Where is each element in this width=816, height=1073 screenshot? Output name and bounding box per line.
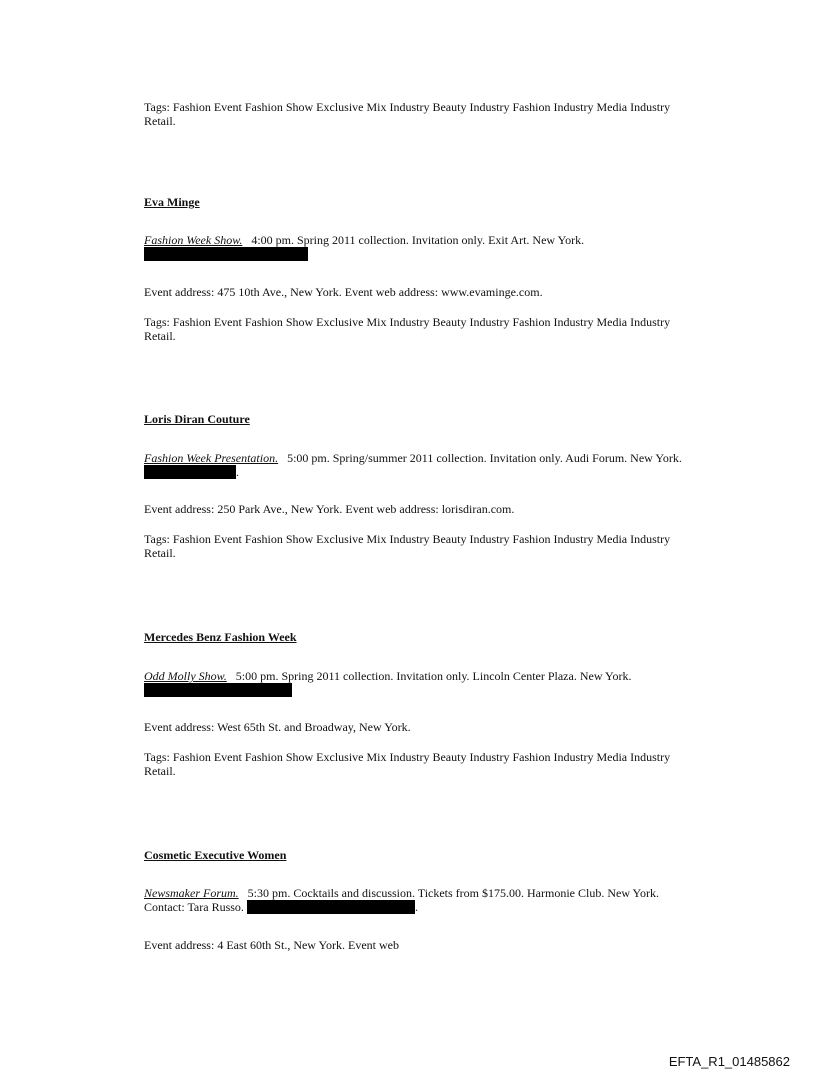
event-name: Fashion Week Show. xyxy=(144,233,243,247)
page-id: EFTA_R1_01485862 xyxy=(668,1054,790,1069)
entry-title: Eva Minge xyxy=(144,195,200,209)
entry-title: Loris Diran Couture xyxy=(144,412,250,426)
event-details: 5:00 pm. Spring 2011 collection. Invitation only. Lincoln Center Plaza. New York. xyxy=(235,669,632,683)
redaction-bar xyxy=(144,247,308,261)
event-line: Fashion Week Presentation. 5:00 pm. Spring/summer 2011 collection. Invitation only. Audi Forum. New York. . xyxy=(144,451,682,479)
entry-title: Cosmetic Executive Women xyxy=(144,848,287,862)
tags-line: Tags: Fashion Event Fashion Show Exclusive Mix Industry Beauty Industry Fashion Industry Media Industry Retail. xyxy=(144,315,671,343)
event-address: Event address: 4 East 60th St., New York. Event web xyxy=(144,938,399,952)
event-line: Newsmaker Forum. 5:30 pm. Cocktails and discussion. Tickets from $175.00. Harmonie Club. New York. Contact: Tara Russo. . xyxy=(144,886,659,914)
event-address: Event address: 250 Park Ave., New York. Event web address: lorisdiran.com. xyxy=(144,502,515,516)
event-address: Event address: 475 10th Ave., New York. Event web address: www.evaminge.com. xyxy=(144,285,543,299)
event-line xyxy=(144,669,644,697)
entry-title: Mercedes Benz Fashion Week xyxy=(144,630,297,644)
event-details: 5:00 pm. Spring/summer 2011 collection. Invitation only. Audi Forum. New York. xyxy=(287,451,682,465)
event-name: Newsmaker Forum. xyxy=(144,886,239,900)
redaction-bar xyxy=(247,900,415,914)
tags-line: Tags: Fashion Event Fashion Show Exclusive Mix Industry Beauty Industry Fashion Industry Media Industry Retail. xyxy=(144,532,671,560)
event-details: 4:00 pm. Spring 2011 collection. Invitation only. Exit Art. New York. xyxy=(251,233,585,247)
event-name: Odd Molly Show. xyxy=(144,669,227,683)
redaction-bar xyxy=(144,465,236,479)
redaction-bar xyxy=(144,683,292,697)
event-line xyxy=(144,233,604,261)
event-name: Fashion Week Presentation. xyxy=(144,451,279,465)
event-address: Event address: West 65th St. and Broadway, New York. xyxy=(144,720,411,734)
tags-line: Tags: Fashion Event Fashion Show Exclusive Mix Industry Beauty Industry Fashion Industry Media Industry Retail. xyxy=(144,100,671,128)
event-details: 5:30 pm. Cocktails and discussion. Tickets from $175.00. Harmonie Club. New York. Contact: Tara Russo. xyxy=(144,886,659,914)
tags-line: Tags: Fashion Event Fashion Show Exclusive Mix Industry Beauty Industry Fashion Industry Media Industry Retail. xyxy=(144,750,671,778)
